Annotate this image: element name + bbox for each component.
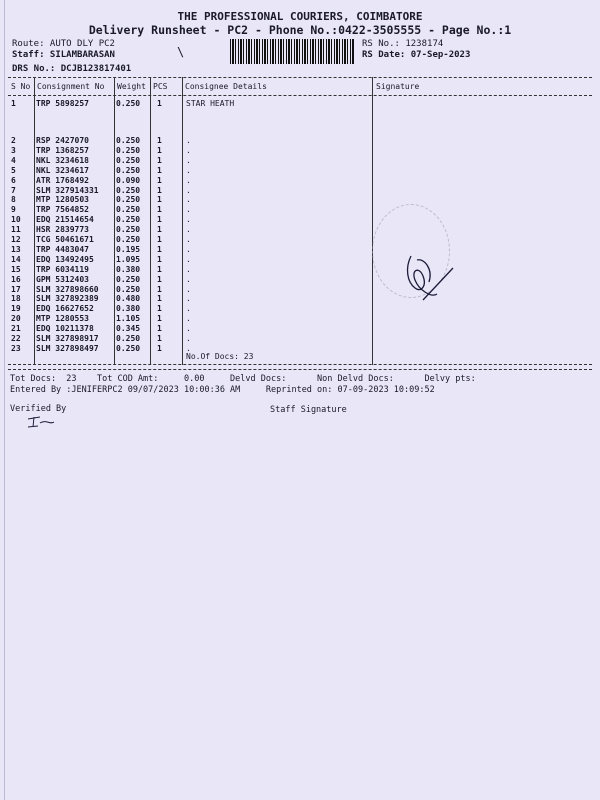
row-consignee-details: .	[186, 215, 191, 225]
table-top-border	[8, 77, 592, 78]
row-consignment-no: NKL 3234618	[36, 155, 89, 165]
row-pcs: 1	[157, 225, 162, 235]
row-consignee-details: .	[186, 155, 191, 165]
row-pcs: 1	[157, 284, 162, 294]
row-sno: 13	[11, 244, 21, 254]
row-sno: 14	[11, 254, 21, 264]
row-consignment-no: TRP 4483047	[36, 244, 89, 254]
row-pcs: 1	[157, 185, 162, 195]
row-pcs: 1	[157, 314, 162, 324]
no-of-docs: No.Of Docs: 23	[186, 352, 254, 361]
col-divider	[372, 77, 373, 365]
table-bottom-border	[8, 364, 592, 365]
row-consignment-no: SLM 327892389	[36, 294, 99, 304]
row-pcs: 1	[157, 175, 162, 185]
row-sno: 22	[11, 334, 21, 343]
row-consignment-no: EDQ 21514654	[36, 215, 94, 225]
row-pcs: 1	[157, 334, 162, 343]
row-consignee-details: .	[186, 195, 191, 205]
row-weight: 0.250	[116, 343, 141, 353]
row-sno: 10	[11, 215, 21, 225]
staff-signature-label: Staff Signature	[270, 405, 347, 415]
row-sno: 4	[11, 155, 16, 165]
pen-mark: \	[177, 45, 185, 59]
row-weight: 0.195	[116, 244, 141, 254]
row-pcs: 1	[157, 145, 162, 155]
receiver-signature	[403, 248, 458, 308]
row-consignee-details: .	[186, 145, 191, 155]
row-consignment-no: TRP 7564852	[36, 205, 89, 215]
row-sno: 21	[11, 324, 21, 334]
row-consignee-details: .	[186, 314, 191, 324]
row-sno: 2	[11, 136, 16, 145]
row-weight: 0.250	[116, 284, 141, 294]
rs-date: RS Date: 07-Sep-2023	[362, 50, 471, 60]
row-consignment-no: SLM 327914331	[36, 185, 99, 195]
row-pcs: 1	[157, 343, 162, 353]
row-sno: 7	[11, 185, 16, 195]
row-consignee-details: .	[186, 244, 191, 254]
row-sno: 5	[11, 165, 16, 175]
row-sno: 23	[11, 343, 21, 353]
row-pcs: 1	[157, 244, 162, 254]
row-pcs: 1	[157, 99, 162, 108]
col-consignee-details: Consignee Details	[185, 82, 267, 91]
row-sno: 1	[11, 99, 16, 108]
row-weight: 0.250	[116, 136, 141, 145]
row-consignee-details: .	[186, 294, 191, 304]
row-consignee-details: .	[186, 343, 191, 353]
row-sno: 3	[11, 145, 16, 155]
row-consignment-no: SLM 327898917	[36, 334, 99, 343]
row-consignee-details: .	[186, 264, 191, 274]
row-sno: 11	[11, 225, 21, 235]
row-weight: 0.090	[116, 175, 141, 185]
col-pcs: PCS	[153, 82, 168, 91]
row-sno: 20	[11, 314, 21, 324]
row-consignee-details: .	[186, 225, 191, 235]
row-consignment-no: TRP 5898257	[36, 99, 89, 108]
row-consignment-no: HSR 2839773	[36, 225, 89, 235]
row-weight: 0.380	[116, 304, 141, 314]
row-weight: 0.250	[116, 185, 141, 195]
row-consignment-no: ATR 1768492	[36, 175, 89, 185]
col-sno: S No	[11, 82, 31, 91]
table-bottom-border-2	[8, 369, 592, 370]
row-consignee-details: .	[186, 304, 191, 314]
row-consignment-no: RSP 2427070	[36, 136, 89, 145]
row-weight: 0.250	[116, 99, 141, 108]
row-weight: 1.095	[116, 254, 141, 264]
row-consignment-no: EDQ 16627652	[36, 304, 94, 314]
row-weight: 0.250	[116, 215, 141, 225]
row-sno: 16	[11, 274, 21, 284]
verified-by-label: Verified By	[10, 404, 67, 414]
row-pcs: 1	[157, 205, 162, 215]
row-weight: 0.250	[116, 274, 141, 284]
row-weight: 0.250	[116, 145, 141, 155]
row-consignment-no: MTP 1280503	[36, 195, 89, 205]
row-consignment-no: SLM 327898660	[36, 284, 99, 294]
row-pcs: 1	[157, 274, 162, 284]
col-weight: Weight	[117, 82, 146, 91]
scan-edge	[4, 0, 5, 800]
row-weight: 0.250	[116, 195, 141, 205]
row-pcs: 1	[157, 264, 162, 274]
row-consignee-details: .	[186, 235, 191, 244]
row-weight: 0.480	[116, 294, 141, 304]
col-signature: Signature	[376, 82, 420, 91]
row-weight: 0.380	[116, 264, 141, 274]
row-sno: 18	[11, 294, 21, 304]
barcode	[230, 39, 354, 64]
row-consignment-no: GPM 5312403	[36, 274, 89, 284]
row-consignment-no: TCG 50461671	[36, 235, 94, 244]
row-consignee-details: .	[186, 334, 191, 343]
row-consignee-details: .	[186, 254, 191, 264]
row-consignment-no: MTP 1280553	[36, 314, 89, 324]
row-weight: 0.250	[116, 165, 141, 175]
row-weight: 0.250	[116, 205, 141, 215]
staff-label: Staff: SILAMBARASAN	[12, 50, 115, 60]
row-sno: 12	[11, 235, 21, 244]
row-consignment-no: TRP 1368257	[36, 145, 89, 155]
row-sno: 9	[11, 205, 16, 215]
row-pcs: 1	[157, 155, 162, 165]
row-pcs: 1	[157, 165, 162, 175]
row-consignment-no: EDQ 10211378	[36, 324, 94, 334]
entered-by-line: Entered By :JENIFERPC2 09/07/2023 10:00:36 AM Reprinted on: 07-09-2023 10:09:52	[10, 385, 435, 395]
row-pcs: 1	[157, 235, 162, 244]
row-consignee-details: STAR HEATH	[186, 99, 235, 108]
row-weight: 0.345	[116, 324, 141, 334]
row-pcs: 1	[157, 136, 162, 145]
row-sno: 15	[11, 264, 21, 274]
col-divider	[182, 77, 183, 365]
drs-number: DRS No.: DCJB123817401	[12, 64, 132, 74]
row-pcs: 1	[157, 254, 162, 264]
row-consignment-no: EDQ 13492495	[36, 254, 94, 264]
row-consignment-no: NKL 3234617	[36, 165, 89, 175]
row-consignee-details: .	[186, 205, 191, 215]
col-consignment: Consignment No	[37, 82, 105, 91]
row-pcs: 1	[157, 195, 162, 205]
row-pcs: 1	[157, 304, 162, 314]
row-weight: 0.250	[116, 334, 141, 343]
row-sno: 8	[11, 195, 16, 205]
row-consignee-details: .	[186, 274, 191, 284]
col-divider	[114, 77, 115, 365]
row-sno: 6	[11, 175, 16, 185]
row-consignee-details: .	[186, 136, 191, 145]
verifier-initials	[26, 413, 56, 429]
row-pcs: 1	[157, 294, 162, 304]
runsheet-subtitle: Delivery Runsheet - PC2 - Phone No.:0422-3505555 - Page No.:1	[88, 23, 512, 37]
row-pcs: 1	[157, 324, 162, 334]
row-consignment-no: SLM 327898497	[36, 343, 99, 353]
company-title: THE PROFESSIONAL COURIERS, COIMBATORE	[177, 10, 423, 23]
header-divider	[8, 95, 592, 96]
row-sno: 19	[11, 304, 21, 314]
row-consignee-details: .	[186, 185, 191, 195]
row-weight: 0.250	[116, 225, 141, 235]
rs-number: RS No.: 1238174	[362, 39, 444, 49]
route-label: Route: AUTO DLY PC2	[12, 39, 115, 49]
col-divider	[150, 77, 151, 365]
row-pcs: 1	[157, 215, 162, 225]
totals-line: Tot Docs: 23 Tot COD Amt: 0.00 Delvd Docs: Non Delvd Docs: Delvy pts:	[10, 374, 476, 384]
col-divider	[34, 77, 35, 365]
row-consignment-no: TRP 6034119	[36, 264, 89, 274]
row-weight: 1.105	[116, 314, 141, 324]
row-consignee-details: .	[186, 165, 191, 175]
row-sno: 17	[11, 284, 21, 294]
row-weight: 0.250	[116, 235, 141, 244]
row-consignee-details: .	[186, 324, 191, 334]
row-consignee-details: .	[186, 284, 191, 294]
row-consignee-details: .	[186, 175, 191, 185]
row-weight: 0.250	[116, 155, 141, 165]
